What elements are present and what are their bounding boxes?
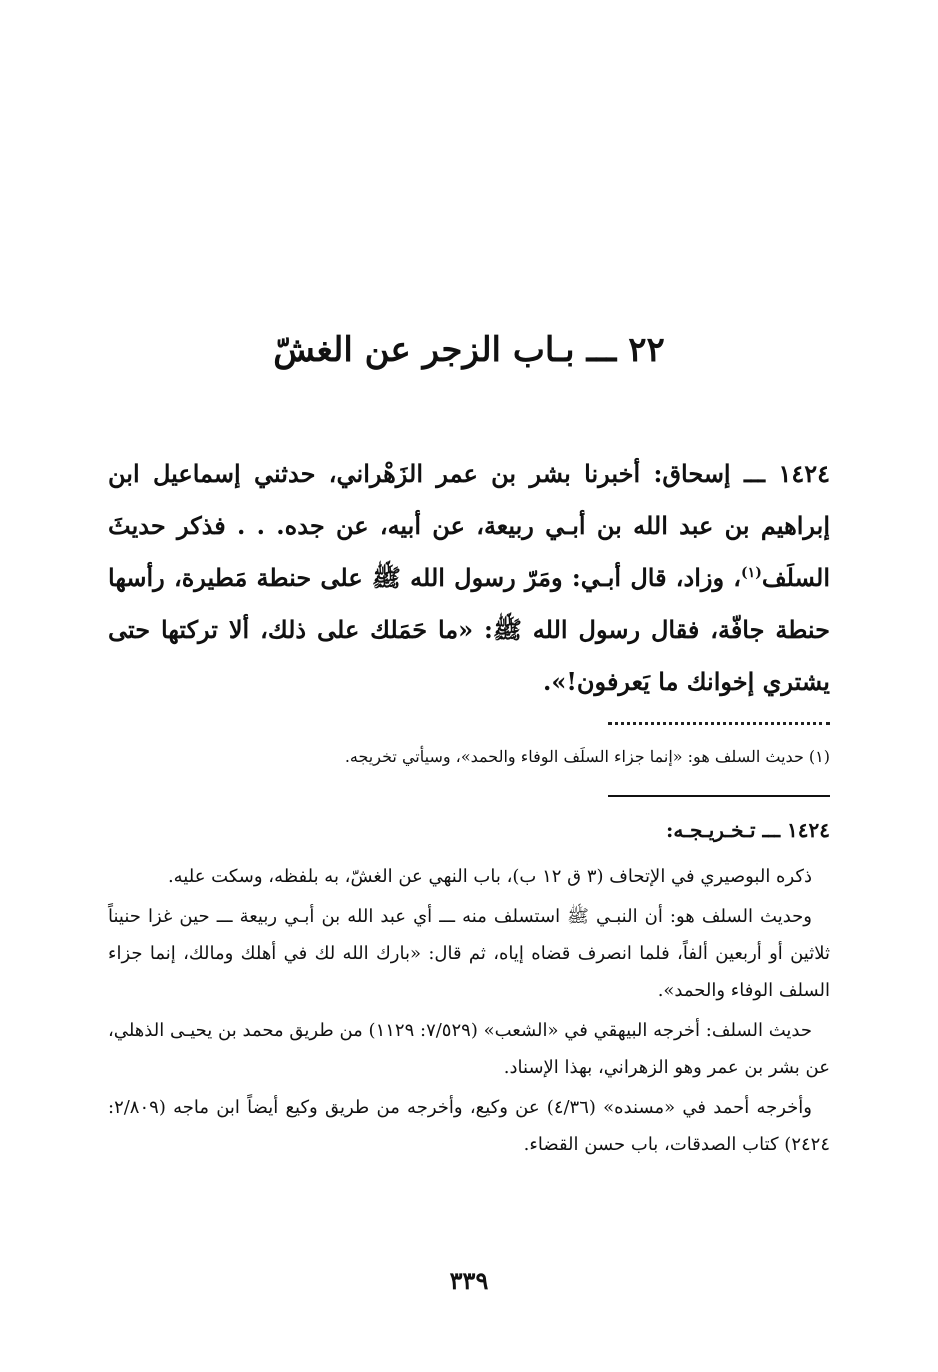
hadith-number: ١٤٢٤ xyxy=(778,459,830,488)
hadith-text-part1: إسحاق: أخبرنا بشر بن عمر الزَهْراني، حدثني إسماعيل ابن إبراهيم بن عبد الله بن أبـي ربيعة، عن أبيه، عن جده. . . فذكر حديثَ السلَف xyxy=(108,459,830,592)
hadith-dash: ـــ xyxy=(743,459,766,488)
takhrij-paragraph: ذكره البوصيري في الإتحاف (٣ ق ١٢ ب)، باب النهي عن الغشّ، به بلفظه، وسكت عليه. xyxy=(167,866,812,887)
chapter-title: ٢٢ ـــ بـاب الزجر عن الغشّ xyxy=(273,330,665,370)
section-divider xyxy=(608,795,830,797)
takhrij-body xyxy=(108,858,830,1166)
footnote: (١) حديث السلف هو: «إنما جزاء السلَف الوفاء والحمد»، وسيأتي تخريجه. xyxy=(344,747,830,766)
takhrij-paragraph: وأخرجه أحمد في «مسنده» (٤/٣٦) عن وكيع، وأخرجه من طريق وكيع أيضاً ابن ماجه (٢/٨٠٩: ٢٤٢٤) كتاب الصدقات، باب حسن القضاء. xyxy=(108,1097,830,1155)
hadith-text-part2: ، وزاد، قال أبـي: ومَرّ رسول الله ﷺ على حنطة مَطيرة، رأسها حنطة جافّة، فقال رسول الله ﷺ: «ما حَمَلك على ذلك، ألا تركتها حتى يشتري إخوانك ما يَعرفون!». xyxy=(108,563,830,696)
takhrij-heading: ١٤٢٤ ـــ تـخـريـجـه: xyxy=(665,818,830,842)
footnote-marker: (١) xyxy=(741,565,762,581)
takhrij-paragraph: وحديث السلف هو: أن النبـي ﷺ استسلف منه ـــ أي عبد الله بن أبـي ربيعة ـــ حين غزا حنيناً ثلاثين أو أربعين ألفاً، فلما انصرف قضاه إياه، ثم قال: «بارك الله لك في أهلك ومالك، إنما جزاء السلف الوفاء والحمد». xyxy=(108,906,830,1001)
hadith-text xyxy=(108,448,830,708)
footnote-separator xyxy=(608,722,830,725)
hadith-paragraph xyxy=(108,448,830,708)
takhrij-paragraph: حديث السلف: أخرجه البيهقي في «الشعب» (٧/٥٢٩: ١١٢٩) من طريق محمد بن يحيـى الذهلي، عن بشر بن عمر وهو الزهراني، بهذا الإسناد. xyxy=(108,1020,830,1078)
page-number: ٣٣٩ xyxy=(449,1266,489,1295)
